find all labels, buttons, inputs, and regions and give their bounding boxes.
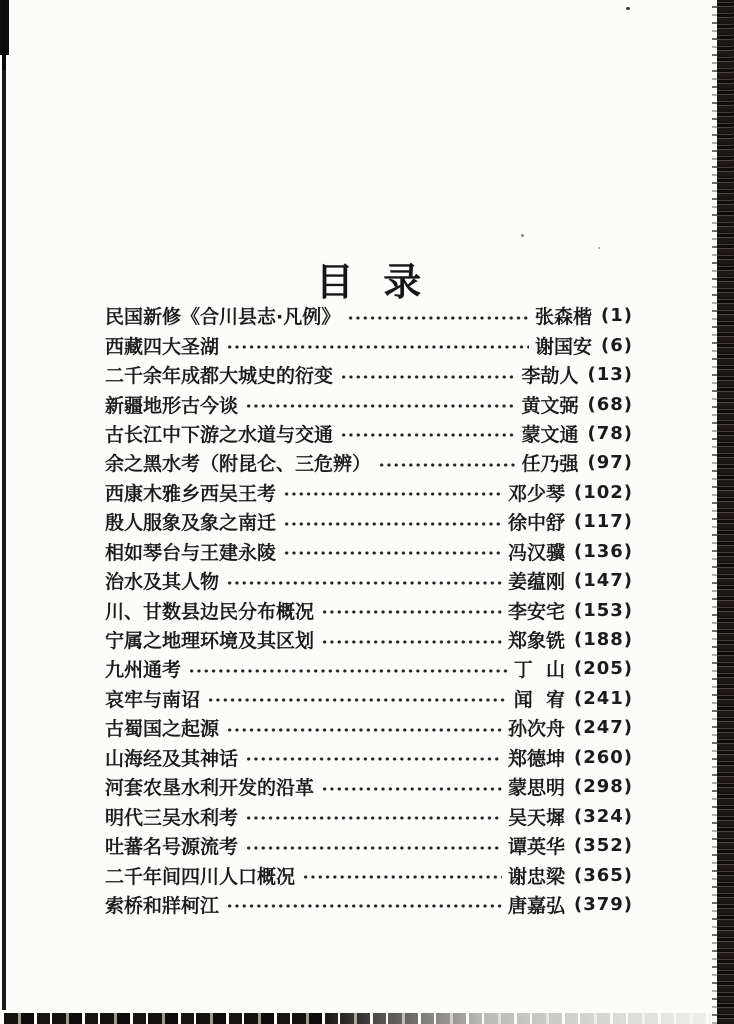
- toc-entry-page: (352): [573, 835, 633, 857]
- toc-entry-page: (136): [573, 540, 633, 562]
- ink-speck: [521, 234, 524, 237]
- toc-entry-title: 二千年间四川人口概况: [105, 865, 296, 888]
- toc-entry: [105, 566, 633, 595]
- toc-entry-page: (6): [601, 334, 633, 356]
- toc-entry: [105, 360, 633, 389]
- ink-speck: [598, 247, 600, 249]
- dot-leader: [226, 903, 502, 909]
- toc-entry-author: 张森楷: [535, 306, 593, 329]
- toc-entry-author: 丁 山: [513, 659, 565, 682]
- dot-leader: [321, 639, 502, 645]
- toc-entry-page: (13): [587, 364, 633, 386]
- dot-leader: [207, 697, 508, 703]
- dot-leader: [245, 756, 502, 762]
- toc-entry: [105, 301, 633, 330]
- toc-entry-author: 闻 宥: [513, 688, 565, 711]
- toc-entry-author: 谢国安: [535, 335, 593, 358]
- dot-leader: [321, 786, 502, 792]
- toc-entry-author: 蒙思明: [507, 777, 565, 800]
- toc-entry: [105, 389, 633, 418]
- toc-entry: [105, 507, 633, 536]
- toc-entry-page: (78): [587, 422, 633, 444]
- toc-entry-author: 唐嘉弘: [507, 894, 565, 917]
- toc-entry-title: 治水及其人物: [105, 571, 220, 594]
- toc-entry-page: (324): [573, 805, 633, 827]
- toc-entry-page: (247): [573, 717, 633, 739]
- toc-entry-author: 谭英华: [507, 836, 565, 859]
- toc-entry-author: 郑象铣: [507, 630, 565, 653]
- scan-left-edge-line: [2, 0, 6, 1010]
- toc-entry-page: (260): [573, 746, 633, 768]
- toc-entry-page: (298): [573, 776, 633, 798]
- toc-entry-author: 黄文弼: [521, 394, 579, 417]
- toc-entry: [105, 595, 633, 624]
- toc-entry-author: 李劼人: [521, 365, 579, 388]
- toc-entry-title: 西康木雅乡西吴王考: [105, 482, 277, 505]
- dot-leader: [245, 845, 502, 851]
- toc-entry-title: 索桥和牂柯江: [105, 894, 220, 917]
- toc-entry-author: 姜蕴刚: [507, 571, 565, 594]
- toc-entry-title: 哀牢与南诏: [105, 688, 201, 711]
- toc-entry-page: (153): [573, 599, 633, 621]
- dot-leader: [245, 403, 515, 409]
- toc-entry-page: (147): [573, 570, 633, 592]
- toc-entry-author: 郑德坤: [507, 747, 565, 770]
- toc-entry-title: 西藏四大圣湖: [105, 335, 220, 358]
- scan-right-gutter-band: [717, 0, 734, 1024]
- dot-leader: [321, 609, 502, 615]
- toc-entry: [105, 419, 633, 448]
- toc-entry-author: 吴天墀: [507, 806, 565, 829]
- toc-entry-author: 徐中舒: [507, 512, 565, 535]
- dot-leader: [226, 727, 502, 733]
- dot-leader: [340, 432, 515, 438]
- toc-entry-title: 明代三吴水利考: [105, 806, 239, 829]
- toc-entry-page: (1): [601, 305, 633, 327]
- toc-entry: [105, 625, 633, 654]
- toc-entry-title: 河套农垦水利开发的沿革: [105, 777, 315, 800]
- toc-entry-title: 二千余年成都大城史的衍变: [105, 365, 334, 388]
- toc-entry-title: 殷人服象及象之南迁: [105, 512, 277, 535]
- toc-entry-page: (205): [573, 658, 633, 680]
- toc-entry-page: (365): [573, 864, 633, 886]
- toc-entry-title: 九州通考: [105, 659, 182, 682]
- toc-entry-title: 吐蕃名号源流考: [105, 836, 239, 859]
- toc-list: [105, 301, 633, 919]
- dot-leader: [283, 491, 502, 497]
- toc-entry-title: 古蜀国之起源: [105, 718, 220, 741]
- toc-entry-author: 孙次舟: [507, 718, 565, 741]
- toc-entry-page: (97): [587, 452, 633, 474]
- toc-entry: [105, 860, 633, 889]
- dot-leader: [347, 315, 529, 321]
- dot-leader: [340, 374, 515, 380]
- dot-leader: [302, 874, 502, 880]
- toc-entry-title: 山海经及其神话: [105, 747, 239, 770]
- toc-entry-title: 相如琴台与王建永陵: [105, 541, 277, 564]
- toc-entry-author: 冯汉骥: [507, 541, 565, 564]
- page-title: 目 录: [315, 260, 423, 305]
- toc-entry: [105, 772, 633, 801]
- dot-leader: [188, 668, 508, 674]
- toc-entry-title: 古长江中下游之水道与交通: [105, 423, 334, 446]
- toc-entry: [105, 743, 633, 772]
- ink-speck: [626, 7, 630, 10]
- toc-entry-author: 李安宅: [507, 600, 565, 623]
- toc-entry-author: 谢忠梁: [507, 865, 565, 888]
- toc-entry: [105, 654, 633, 683]
- dot-leader: [283, 521, 502, 527]
- toc-entry: [105, 448, 633, 477]
- dot-leader: [226, 580, 502, 586]
- scan-bottom-noise-band: [4, 1013, 710, 1024]
- toc-entry-author: 任乃强: [521, 453, 579, 476]
- toc-entry-title: 余之黑水考（附昆仑、三危辨）: [105, 453, 372, 476]
- toc-entry: [105, 537, 633, 566]
- toc-entry: [105, 684, 633, 713]
- toc-entry-page: (102): [573, 481, 633, 503]
- toc-entry-author: 邓少琴: [507, 482, 565, 505]
- dot-leader: [226, 344, 529, 350]
- toc-entry: [105, 890, 633, 919]
- toc-entry: [105, 330, 633, 359]
- toc-entry-author: 蒙文通: [521, 423, 579, 446]
- dot-leader: [283, 550, 502, 556]
- toc-entry: [105, 801, 633, 830]
- dot-leader: [378, 462, 515, 468]
- dot-leader: [245, 815, 502, 821]
- toc-entry-page: (379): [573, 893, 633, 915]
- toc-entry-page: (117): [573, 511, 633, 533]
- toc-entry: [105, 831, 633, 860]
- toc-entry: [105, 478, 633, 507]
- toc-entry-title: 民国新修《合川县志·凡例》: [105, 306, 341, 329]
- toc-entry-page: (188): [573, 629, 633, 651]
- toc-entry-page: (241): [573, 687, 633, 709]
- toc-entry-page: (68): [587, 393, 633, 415]
- toc-entry: [105, 713, 633, 742]
- toc-entry-title: 川、甘数县边民分布概况: [105, 600, 315, 623]
- toc-entry-title: 新疆地形古今谈: [105, 394, 239, 417]
- toc-entry-title: 宁属之地理环境及其区划: [105, 630, 315, 653]
